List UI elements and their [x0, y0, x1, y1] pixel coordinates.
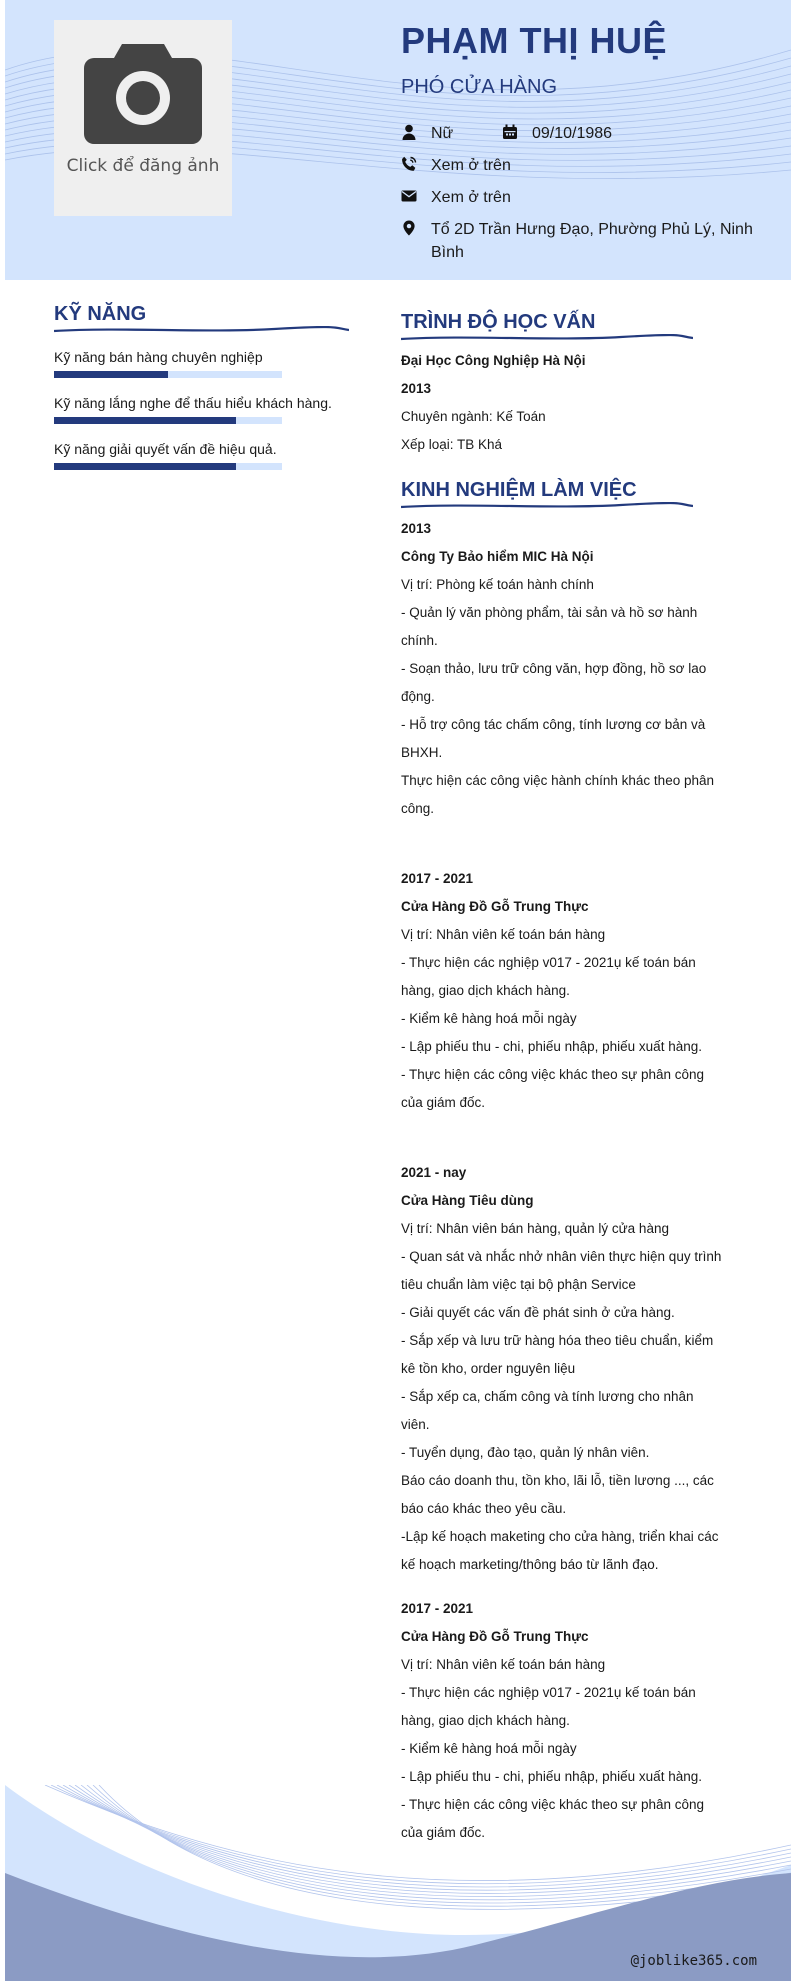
experience-heading: KINH NGHIỆM LÀM VIỆC — [401, 479, 637, 501]
experience-company: Công Ty Bảo hiểm MIC Hà Nội — [401, 549, 594, 564]
experience-detail-line: - Thực hiện các công việc khác theo sự phân công — [401, 1067, 704, 1082]
skill-level-fill — [54, 371, 168, 378]
birthdate-row — [502, 122, 612, 145]
experience-detail-line: -Lập kế hoạch maketing cho cửa hàng, triển khai các — [401, 1529, 719, 1544]
skill-label: Kỹ năng lắng nghe để thấu hiểu khách hàng. — [54, 395, 332, 411]
photo-upload-label: Click để đăng ảnh — [66, 156, 220, 176]
address-line-1: Tổ 2D Trần Hưng Đạo, Phường Phủ Lý, Ninh — [431, 221, 753, 238]
skill-level-bar — [54, 417, 282, 424]
experience-detail-line: - Kiểm kê hàng hoá mỗi ngày — [401, 1741, 577, 1756]
skill-level-fill — [54, 463, 236, 470]
gender-value: Nữ — [431, 125, 454, 142]
email-value: Xem ở trên — [431, 189, 511, 206]
experience-detail-line: động. — [401, 689, 435, 704]
experience-detail-line: - Thực hiện các nghiệp v017 - 2021ụ kế toán bán — [401, 955, 696, 970]
cv-footer — [5, 1785, 791, 1981]
calendar-icon — [502, 124, 518, 140]
experience-detail-line: - Tuyển dụng, đào tạo, quản lý nhân viên. — [401, 1445, 650, 1460]
experience-detail-line: Vị trí: Nhân viên kế toán bán hàng — [401, 927, 606, 942]
experience-detail-line: Thực hiện các công việc hành chính khác theo phân — [401, 773, 714, 788]
experience-company: Cửa Hàng Đồ Gỗ Trung Thực — [401, 899, 589, 914]
experience-entry — [401, 1159, 727, 1579]
candidate-job-title: PHÓ CỬA HÀNG — [401, 76, 557, 98]
email-row — [401, 186, 511, 209]
phone-icon — [401, 156, 417, 172]
birthdate-value: 09/10/1986 — [532, 125, 613, 142]
user-icon — [401, 124, 417, 140]
experience-detail-line: - Sắp xếp và lưu trữ hàng hóa theo tiêu chuẩn, kiểm — [401, 1333, 714, 1348]
skill-level-bar — [54, 371, 282, 378]
education-heading: TRÌNH ĐỘ HỌC VẤN — [401, 311, 596, 333]
experience-list — [401, 515, 727, 1847]
experience-detail-line: BHXH. — [401, 745, 443, 760]
experience-company: Cửa Hàng Đồ Gỗ Trung Thực — [401, 1629, 589, 1644]
experience-detail-line: Vị trí: Nhân viên kế toán bán hàng — [401, 1657, 606, 1672]
phone-value: Xem ở trên — [431, 157, 511, 174]
skill-level-fill — [54, 417, 236, 424]
skill-label: Kỹ năng bán hàng chuyên nghiệp — [54, 349, 263, 365]
gender-row — [401, 122, 453, 145]
footer-brand: @joblike365.com — [630, 1953, 757, 1969]
experience-company: Cửa Hàng Tiêu dùng — [401, 1193, 534, 1208]
experience-detail-line: - Hỗ trợ công tác chấm công, tính lương cơ bản và — [401, 717, 706, 732]
experience-detail-line: viên. — [401, 1417, 430, 1432]
education-major: Chuyên ngành: Kế Toán — [401, 409, 546, 424]
skills-heading-underline — [54, 326, 349, 334]
experience-period: 2013 — [401, 521, 432, 536]
experience-detail-line: - Giải quyết các vấn đề phát sinh ở cửa hàng. — [401, 1305, 675, 1320]
experience-detail-line: hàng, giao dịch khách hàng. — [401, 1713, 570, 1728]
experience-detail-line: - Lập phiếu thu - chi, phiếu nhập, phiếu xuất hàng. — [401, 1769, 702, 1784]
education-school: Đại Học Công Nghiệp Hà Nội — [401, 353, 586, 368]
experience-heading-underline — [401, 502, 693, 510]
experience-period: 2017 - 2021 — [401, 1601, 474, 1616]
photo-upload[interactable] — [54, 20, 232, 216]
cv-page — [5, 0, 791, 1981]
experience-detail-line: Vị trí: Phòng kế toán hành chính — [401, 577, 594, 592]
education-block — [401, 347, 727, 459]
skill-level-bar — [54, 463, 282, 470]
footer-wave-decoration — [5, 1785, 791, 1981]
experience-detail-line: - Sắp xếp ca, chấm công và tính lương cho nhân — [401, 1389, 694, 1404]
experience-detail-line: Báo cáo doanh thu, tồn kho, lãi lỗ, tiền lương ..., các — [401, 1473, 714, 1488]
cv-header — [5, 0, 791, 280]
experience-detail-line: - Soạn thảo, lưu trữ công văn, hợp đồng, hồ sơ lao — [401, 661, 707, 676]
experience-detail-line: - Quản lý văn phòng phẩm, tài sản và hồ sơ hành — [401, 605, 698, 620]
education-year: 2013 — [401, 381, 432, 396]
experience-detail-line: công. — [401, 801, 435, 816]
phone-row — [401, 154, 511, 177]
experience-detail-line: tiêu chuẩn làm việc tại bộ phận Service — [401, 1277, 636, 1292]
experience-detail-line: kế hoạch marketing/thông báo từ lãnh đạo. — [401, 1557, 659, 1572]
experience-detail-line: - Thực hiện các nghiệp v017 - 2021ụ kế toán bán — [401, 1685, 696, 1700]
experience-detail-line: của giám đốc. — [401, 1825, 486, 1840]
experience-detail-line: của giám đốc. — [401, 1095, 486, 1110]
education-rank: Xếp loại: TB Khá — [401, 437, 503, 452]
experience-detail-line: - Thực hiện các công việc khác theo sự phân công — [401, 1797, 704, 1812]
experience-detail-line: kê tồn kho, order nguyên liệu — [401, 1361, 576, 1376]
skill-label: Kỹ năng giải quyết vấn đề hiệu quả. — [54, 441, 277, 457]
address-row — [401, 218, 753, 264]
experience-detail-line: - Quan sát và nhắc nhở nhân viên thực hiện quy trình — [401, 1249, 722, 1264]
address-line-2: Bình — [431, 244, 464, 261]
mail-icon — [401, 188, 417, 204]
experience-detail-line: báo cáo khác theo yêu cầu. — [401, 1501, 567, 1516]
experience-detail-line: - Lập phiếu thu - chi, phiếu nhập, phiếu xuất hàng. — [401, 1039, 702, 1054]
experience-period: 2017 - 2021 — [401, 871, 474, 886]
experience-period: 2021 - nay — [401, 1165, 467, 1180]
skills-heading: KỸ NĂNG — [54, 303, 147, 325]
location-pin-icon — [401, 220, 417, 236]
experience-detail-line: hàng, giao dịch khách hàng. — [401, 983, 570, 998]
experience-detail-line: Vị trí: Nhân viên bán hàng, quản lý cửa hàng — [401, 1221, 669, 1236]
education-heading-underline — [401, 334, 693, 342]
experience-detail-line: - Kiểm kê hàng hoá mỗi ngày — [401, 1011, 577, 1026]
candidate-name: PHẠM THỊ HUỆ — [401, 20, 667, 61]
camera-icon — [84, 40, 202, 144]
experience-entry — [401, 865, 727, 1117]
experience-detail-line: chính. — [401, 633, 438, 648]
experience-entry — [401, 515, 727, 823]
